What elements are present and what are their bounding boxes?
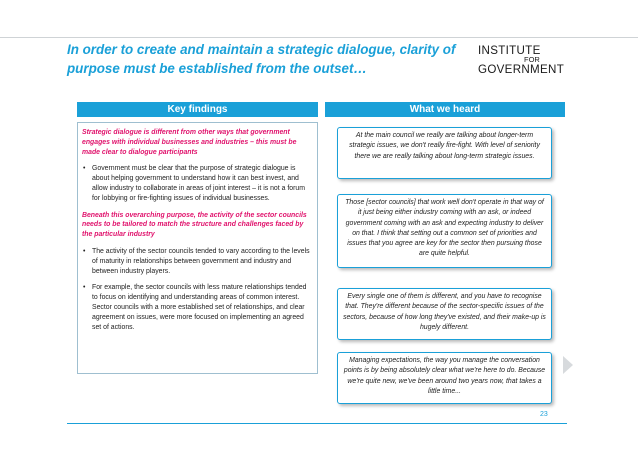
quote-box: At the main council we really are talking about longer-term strategic issues, we don't really fire-fight. With level of seniority there we are really talking about long-term strategic issues. xyxy=(337,127,552,179)
bottom-divider xyxy=(67,423,567,424)
quote-box: Those [sector councils] that work well don't operate in that way of it just being either industry coming with an ask, or indeed government coming with an ask and expecting industry to deliver on that. I think that setting out a common set of priorities and issues that you agree are key for the sector then pursuing those are quite helpful. xyxy=(337,194,552,268)
top-divider xyxy=(0,37,638,38)
quote-box: Managing expectations, the way you manage the conversation points is by being absolutely clear what we're here to do. Because we're quite new, we've been around two years now, that takes a little time... xyxy=(337,352,552,404)
quote-box: Every single one of them is different, and you have to recognise that. They're different because of the sector-specific issues of the sectors, because of how long they've existed, and their make-up is hugely different. xyxy=(337,288,552,340)
finding-bullet-2: • The activity of the sector councils tended to vary according to the levels of maturity in relationships between government and industry and between industry players. xyxy=(82,247,311,276)
finding-highlight-1: Strategic dialogue is different from other ways that government engages with individual businesses and industries – this must be made clear to dialogue participants xyxy=(82,129,297,156)
arrow-right-icon[interactable] xyxy=(563,356,573,374)
slide-title: In order to create and maintain a strategic dialogue, clarity of purpose must be established from the outset… xyxy=(67,42,456,76)
logo-line-institute: INSTITUTE xyxy=(478,44,541,57)
institute-for-government-logo xyxy=(478,45,570,75)
finding-bullet-1: • Government must be clear that the purpose of strategic dialogue is about helping government to understand how it can best invest, and allow industry to collaborate in areas of joint interest – it is not a forum for lobbying or fire-fighting issues of individual businesses. xyxy=(82,164,311,203)
what-we-heard-header: What we heard xyxy=(325,102,565,117)
key-findings-panel xyxy=(77,122,318,374)
logo-line-government: GOVERNMENT xyxy=(478,63,565,76)
key-findings-header: Key findings xyxy=(77,102,318,117)
finding-bullet-3: • For example, the sector councils with less mature relationships tended to focus on identifying and understanding areas of common interest. Sector councils with a more established set of relationships, and clear agreement on issues, were more focused on implementing an agreed set of actions. xyxy=(82,283,311,332)
logo-line-for: FOR xyxy=(524,55,540,64)
page-number: 23 xyxy=(540,411,548,418)
finding-highlight-2: Beneath this overarching purpose, the activity of the sector councils needs to be tailored to match the structure and challenges faced by the particular industry xyxy=(82,211,307,239)
